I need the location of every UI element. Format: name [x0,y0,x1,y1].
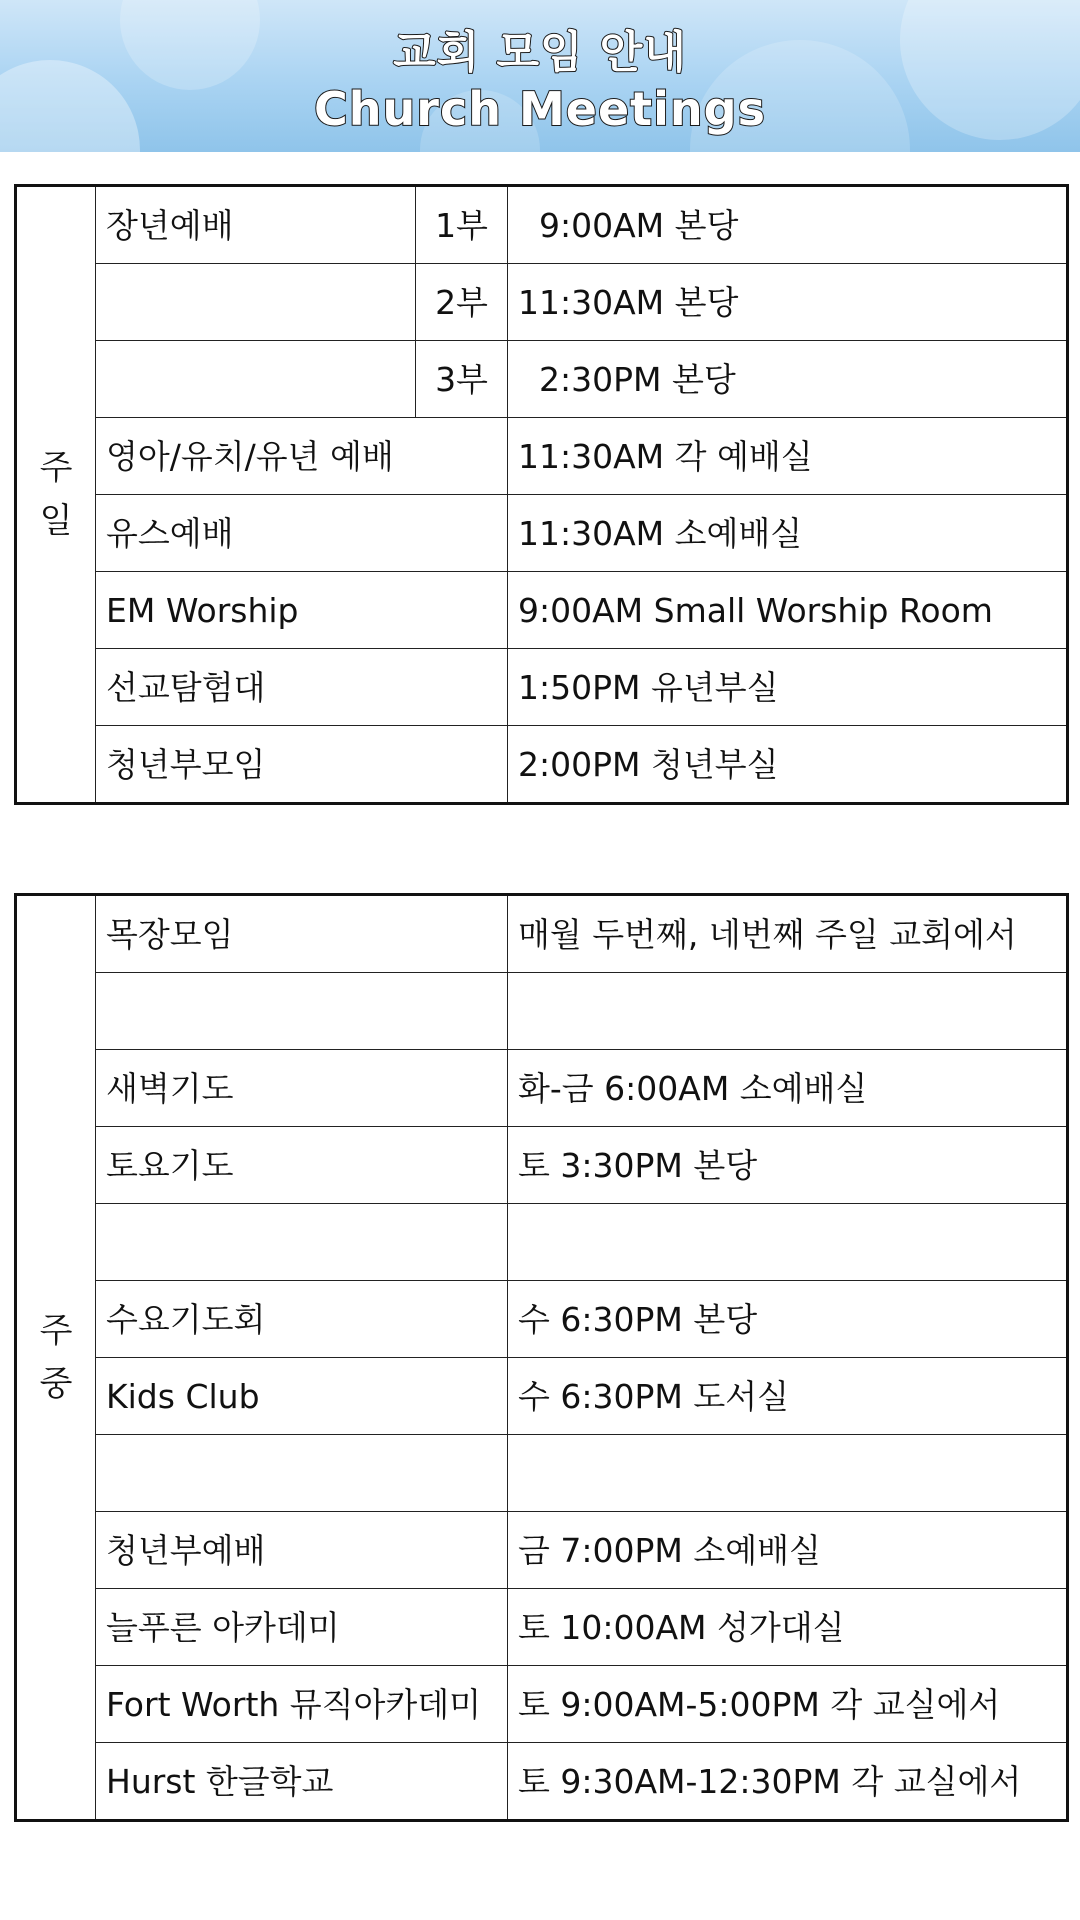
table-row [16,973,1068,1050]
meeting-time: 11:30AM 소예배실 [508,495,1068,572]
meeting-name [96,1204,508,1281]
table-row [16,1666,1068,1743]
table-row [16,895,1068,973]
table-row [16,1512,1068,1589]
table-row [16,1050,1068,1127]
service-time: 2:30PM 본당 [508,341,1068,418]
meeting-name: 유스예배 [96,495,508,572]
table-row [16,341,1068,418]
meeting-time: 9:00AM Small Worship Room [508,572,1068,649]
table-row [16,1281,1068,1358]
service-time: 9:00AM 본당 [508,186,1068,264]
service-part: 3부 [416,341,508,418]
table-row [16,1204,1068,1281]
service-name: 장년예배 [96,186,416,264]
meeting-name [96,1435,508,1512]
table-row [16,1743,1068,1821]
table-row [16,1127,1068,1204]
meeting-time: 수 6:30PM 본당 [508,1281,1068,1358]
table-row [16,186,1068,264]
meeting-time: 토 9:00AM-5:00PM 각 교실에서 [508,1666,1068,1743]
sunday-side-label: 주일 [16,186,96,804]
meeting-time: 토 3:30PM 본당 [508,1127,1068,1204]
table-row [16,649,1068,726]
meeting-name [96,973,508,1050]
table-row [16,1435,1068,1512]
meeting-time: 2:00PM 청년부실 [508,726,1068,804]
page-title-english: Church Meetings [314,82,766,136]
table-row [16,264,1068,341]
service-part: 1부 [416,186,508,264]
meeting-time: 1:50PM 유년부실 [508,649,1068,726]
sunday-schedule-table [14,184,1069,805]
table-row [16,495,1068,572]
meeting-name: 수요기도회 [96,1281,508,1358]
meeting-name: 청년부예배 [96,1512,508,1589]
header-banner [0,0,1080,152]
service-part: 2부 [416,264,508,341]
meeting-name: Kids Club [96,1358,508,1435]
meeting-time: 매월 두번째, 네번째 주일 교회에서 [508,895,1068,973]
table-row [16,1358,1068,1435]
meeting-name: 영아/유치/유년 예배 [96,418,508,495]
meeting-time [508,973,1068,1050]
meeting-name: EM Worship [96,572,508,649]
meeting-time: 토 10:00AM 성가대실 [508,1589,1068,1666]
table-row [16,1589,1068,1666]
meeting-name: Hurst 한글학교 [96,1743,508,1821]
meeting-time: 화-금 6:00AM 소예배실 [508,1050,1068,1127]
service-name-empty [96,341,416,418]
meeting-name: 토요기도 [96,1127,508,1204]
table-row [16,726,1068,804]
weekday-side-label: 주중 [16,895,96,1821]
meeting-name: 청년부모임 [96,726,508,804]
service-name-empty [96,264,416,341]
meeting-time: 11:30AM 각 예배실 [508,418,1068,495]
weekday-schedule-table [14,893,1069,1822]
meeting-name: 목장모임 [96,895,508,973]
page-title-korean: 교회 모임 안내 [393,27,687,78]
meeting-name: 선교탐험대 [96,649,508,726]
table-row [16,418,1068,495]
meeting-time: 수 6:30PM 도서실 [508,1358,1068,1435]
meeting-name: Fort Worth 뮤직아카데미 [96,1666,508,1743]
meeting-name: 늘푸른 아카데미 [96,1589,508,1666]
meeting-time [508,1435,1068,1512]
table-row [16,572,1068,649]
meeting-time: 토 9:30AM-12:30PM 각 교실에서 [508,1743,1068,1821]
meeting-name: 새벽기도 [96,1050,508,1127]
meeting-time: 금 7:00PM 소예배실 [508,1512,1068,1589]
service-time: 11:30AM 본당 [508,264,1068,341]
meeting-time [508,1204,1068,1281]
